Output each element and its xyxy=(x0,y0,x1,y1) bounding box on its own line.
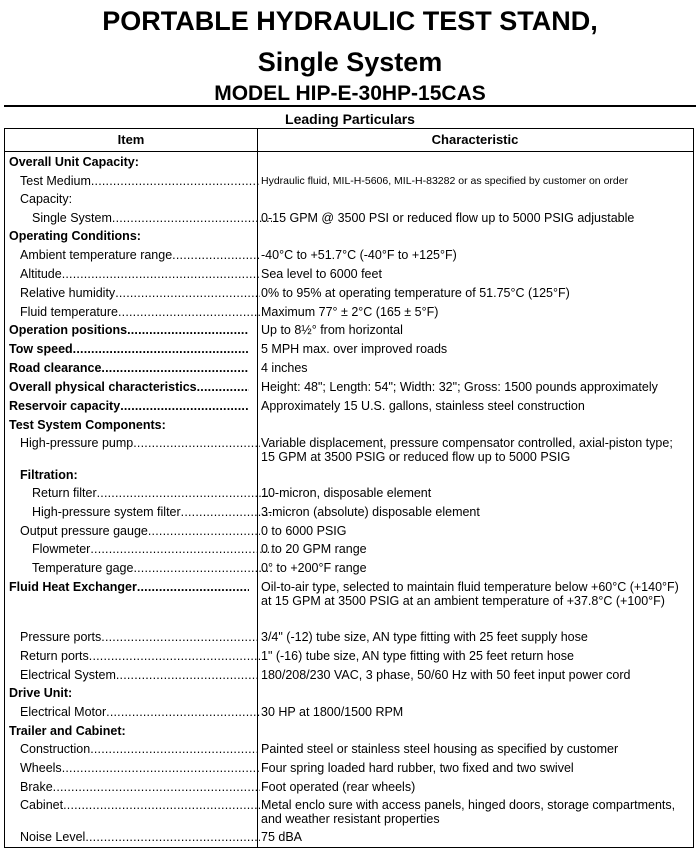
row-item-label: Overall physical characteristics ..... xyxy=(5,380,249,394)
row-item-label: Construction ..... xyxy=(5,742,260,756)
row-characteristic: Maximum 77° ± 2°C (165 ± 5°F) xyxy=(261,305,439,319)
row-characteristic: Painted steel or stainless steel housing as specified by customer xyxy=(261,742,619,756)
row-item-label: Electrical System ..... xyxy=(5,668,260,682)
row-characteristic: Foot operated (rear wheels) xyxy=(261,780,416,794)
row-item-label: Relative humidity ..... xyxy=(5,286,260,300)
row-item-label: Ambient temperature range ..... xyxy=(5,248,260,262)
row-item-label: Fluid Heat Exchanger ..... xyxy=(5,580,249,594)
row-item-label: Operating Conditions: xyxy=(9,229,141,243)
row-item-label: Drive Unit: xyxy=(9,686,73,700)
row-characteristic: -40°C to +51.7°C (-40°F to +125°F) xyxy=(261,248,457,262)
row-characteristic: 0° to +200°F range xyxy=(261,561,367,575)
row-item-label: Fluid temperature ..... xyxy=(5,305,260,319)
row-item-label: Return filter ..... xyxy=(5,486,272,500)
row-item-label: Temperature gage ..... xyxy=(5,561,272,575)
row-item-label: Return ports ..... xyxy=(5,649,260,663)
row-item-label: Test Medium ..... xyxy=(5,174,260,188)
row-item-label: High-pressure pump ..... xyxy=(5,436,260,450)
title-divider xyxy=(4,105,696,107)
row-characteristic: 5 MPH max. over improved roads xyxy=(261,342,448,356)
row-item-label: High-pressure system filter ..... xyxy=(5,505,272,519)
row-item-label: Pressure ports ..... xyxy=(5,630,260,644)
row-characteristic: Metal enclo sure with access panels, hinged doors, storage compartments, and weather resistant properties xyxy=(261,798,676,826)
row-item-label: Cabinet ..... xyxy=(5,798,260,812)
row-characteristic: Four spring loaded hard rubber, two fixed and two swivel xyxy=(261,761,574,775)
model-number: MODEL HIP-E-30HP-15CAS xyxy=(214,82,486,105)
row-characteristic: 0 to 20 GPM range xyxy=(261,542,367,556)
row-characteristic: Up to 8½° from horizontal xyxy=(261,323,403,337)
row-characteristic: Sea level to 6000 feet xyxy=(261,267,382,281)
row-item-label: Wheels ..... xyxy=(5,761,260,775)
row-item-label: Electrical Motor ..... xyxy=(5,705,260,719)
row-characteristic: 30 HP at 1800/1500 RPM xyxy=(261,705,404,719)
row-item-label: Operation positions ..... xyxy=(5,323,249,337)
table-subtitle: Leading Particulars xyxy=(285,111,415,127)
row-characteristic: 3-micron (absolute) disposable element xyxy=(261,505,480,519)
row-characteristic: 4 inches xyxy=(261,361,308,375)
row-item-label: Brake ..... xyxy=(5,780,260,794)
row-item-label: Output pressure gauge ..... xyxy=(5,524,260,538)
row-item-label: Tow speed ..... xyxy=(5,342,249,356)
row-characteristic: Hydraulic fluid, MIL-H-5606, MIL-H-83282 or as specified by customer on order xyxy=(261,175,629,187)
row-characteristic: Variable displacement, pressure compensator controlled, axial-piston type; 15 GPM at 3500 PSIG or reduced flow up to 5000 PSIG xyxy=(261,436,673,464)
leading-particulars-table xyxy=(4,128,694,848)
table-header xyxy=(5,129,693,152)
row-characteristic: 3/4" (-12) tube size, AN type fitting with 25 feet supply hose xyxy=(261,630,588,644)
row-item-label: Overall Unit Capacity: xyxy=(9,155,139,169)
row-item-label: Capacity: xyxy=(20,192,73,206)
row-characteristic: 0 to 6000 PSIG xyxy=(261,524,347,538)
row-item-label: Single System ..... xyxy=(5,211,272,225)
row-item-label: Reservoir capacity ..... xyxy=(5,399,249,413)
title-line-2: Single System xyxy=(257,47,443,77)
row-item-label: Test System Components: xyxy=(9,418,166,432)
row-characteristic: 75 dBA xyxy=(261,830,303,844)
header-item: Item xyxy=(117,132,145,147)
row-characteristic: 10-micron, disposable element xyxy=(261,486,432,500)
row-item-label: Flowmeter ..... xyxy=(5,542,272,556)
row-item-label: Trailer and Cabinet: xyxy=(9,724,126,738)
row-characteristic: Height: 48"; Length: 54"; Width: 32"; Gross: 1500 pounds approximately xyxy=(261,380,658,394)
row-characteristic: 0-15 GPM @ 3500 PSI or reduced flow up to 5000 PSIG adjustable xyxy=(261,211,635,225)
row-characteristic: Oil-to-air type, selected to maintain fluid temperature below +60°C (+140°F) at 15 GPM at 3500 PSIG at an ambient temperature of +37.8°C (+100°F) xyxy=(261,580,679,608)
row-characteristic: 0% to 95% at operating temperature of 51.75°C (125°F) xyxy=(261,286,570,300)
row-item-label: Altitude ..... xyxy=(5,267,260,281)
header-characteristic: Characteristic xyxy=(431,132,519,147)
row-characteristic: 180/208/230 VAC, 3 phase, 50/60 Hz with 50 feet input power cord xyxy=(261,668,631,682)
title-line-1: PORTABLE HYDRAULIC TEST STAND, xyxy=(102,6,598,36)
row-characteristic: Approximately 15 U.S. gallons, stainless steel construction xyxy=(261,399,585,413)
row-characteristic: 1" (-16) tube size, AN type fitting with 25 feet return hose xyxy=(261,649,574,663)
row-item-label: Filtration: xyxy=(20,468,78,482)
row-item-label: Road clearance ..... xyxy=(5,361,249,375)
row-item-label: Noise Level ..... xyxy=(5,830,260,844)
